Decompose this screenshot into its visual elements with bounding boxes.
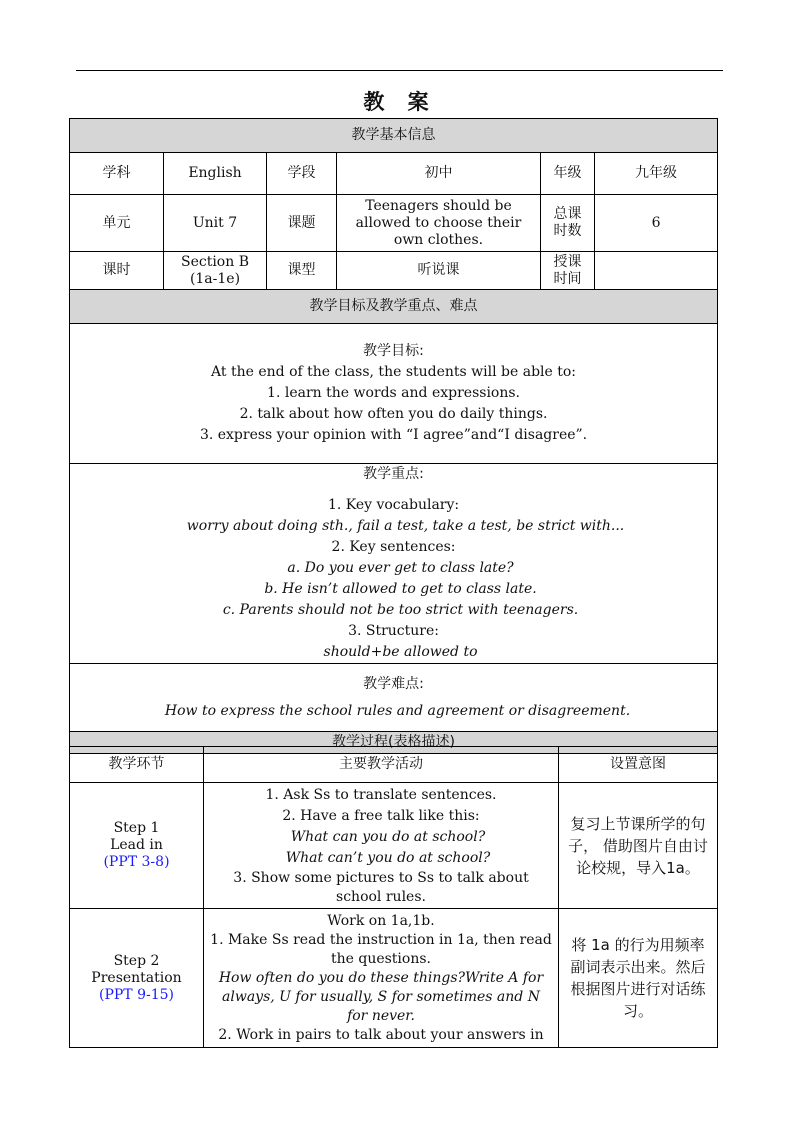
step-2-activity-4: 2. Work in pairs to talk about your answers in [218,1027,544,1043]
structure-title: 3. Structure: [348,623,439,639]
time-value [595,252,718,290]
time-label-line2: 时间 [553,270,582,287]
period-value-line2: (1a-1e) [189,270,241,287]
step-1-activity-1: 1. Ask Ss to translate sentences. [265,787,497,803]
basic-info-header-row [70,119,718,153]
type-value: 听说课 [337,252,541,290]
topic-value: Teenagers should be allowed to choose their own clothes. [337,195,541,252]
topic-label: 课题 [267,195,337,252]
process-columns-row [70,747,718,783]
step-1-activity-4: What can’t you do at school? [285,850,491,866]
step-1-activity-5: 3. Show some pictures to Ss to talk about school rules. [233,870,529,905]
col-activity-header: 主要教学活动 [204,747,559,783]
step-1-name-cell [70,783,204,909]
key-points-row [70,464,718,664]
goal-item-1: 1. learn the words and expressions. [267,385,521,401]
key-vocab-title: 1. Key vocabulary: [327,497,460,513]
difficult-points-text: How to express the school rules and agreement or disagreement. [164,702,631,719]
stage-label: 学段 [267,153,337,195]
goals-cell [70,324,718,464]
grade-value: 九年级 [595,153,718,195]
step-2-activity-1: Work on 1a,1b. [327,913,435,929]
step-row-1 [70,783,718,909]
step-1-activities [204,783,559,909]
step-1-name: Step 1 [113,820,160,836]
difficult-points-row [70,664,718,732]
unit-row [70,195,718,252]
period-value [164,252,267,290]
unit-value: Unit 7 [164,195,267,252]
step-2-name-cell [70,909,204,1048]
difficult-points-cell [70,664,718,732]
basic-info-header: 教学基本信息 [70,119,718,153]
goals-label: 教学目标: [363,343,424,359]
type-label: 课型 [267,252,337,290]
header-rule [76,70,723,71]
key-vocab: worry about doing sth., fail a test, take a test, be strict with... [186,518,625,534]
stage-value: 初中 [337,153,541,195]
step-1-activity-3: What can you do at school? [290,829,486,845]
document-title: 教 案 [363,90,437,114]
grade-label: 年级 [541,153,595,195]
unit-label: 单元 [70,195,164,252]
process-header: 教学过程(表格描述) [70,732,718,754]
goals-intro: At the end of the class, the students will be able to: [211,364,577,380]
key-sentence-a: a. Do you ever get to class late? [287,560,514,576]
goals-row [70,324,718,464]
lesson-plan-table [69,118,718,754]
key-points-spacer [76,485,711,495]
key-sentences-title: 2. Key sentences: [331,539,456,555]
key-sentence-b: b. He isn’t allowed to get to class late. [264,581,537,597]
time-label [541,252,595,290]
period-label: 课时 [70,252,164,290]
step-2-subtitle: Presentation [91,969,182,986]
objectives-header-row [70,290,718,324]
step-1-intent: 复习上节课所学的句子， 借助图片自由讨论校规，导入1a。 [559,783,718,909]
step-1-subtitle: Lead in [110,837,163,853]
time-label-line1: 授课 [553,253,582,270]
total-periods-label [541,195,595,252]
key-points-label: 教学重点: [363,466,424,482]
total-periods-label-line1: 总课 [553,206,582,222]
step-row-2 [70,909,718,1048]
subject-row [70,153,718,195]
total-periods-label-line2: 时数 [553,223,582,239]
structure-value: should+be allowed to [323,644,478,660]
step-2-activity-3: How often do you do these things?Write A for always, U for usually, S for sometimes and N for never. [218,970,544,1024]
step-2-intent: 将 1a 的行为用频率副词表示出来。然后根据图片进行对话练习。 [559,909,718,1048]
objectives-header: 教学目标及教学重点、难点 [70,290,718,324]
subject-label: 学科 [70,153,164,195]
period-value-line1: Section B [180,253,249,270]
difficult-points-label: 教学难点: [363,675,424,692]
step-2-activities [204,909,559,1048]
col-step-header: 教学环节 [70,747,204,783]
col-intent-header: 设置意图 [559,747,718,783]
step-2-activity-2: 1. Make Ss read the instruction in 1a, then read the questions. [210,932,552,967]
goal-item-2: 2. talk about how often you do daily things. [239,406,548,422]
period-row [70,252,718,290]
goal-item-3: 3. express your opinion with “I agree”and“I disagree”. [199,427,588,443]
subject-value: English [164,153,267,195]
key-points-cell [70,464,718,664]
step-2-ppt: (PPT 9-15) [98,986,174,1003]
key-sentence-c: c. Parents should not be too strict with teenagers. [222,602,579,618]
step-1-activity-2: 2. Have a free talk like this: [282,808,480,824]
step-1-ppt: (PPT 3-8) [103,854,170,870]
process-table [69,746,718,1048]
step-2-name: Step 2 [113,952,160,969]
total-periods-value: 6 [595,195,718,252]
